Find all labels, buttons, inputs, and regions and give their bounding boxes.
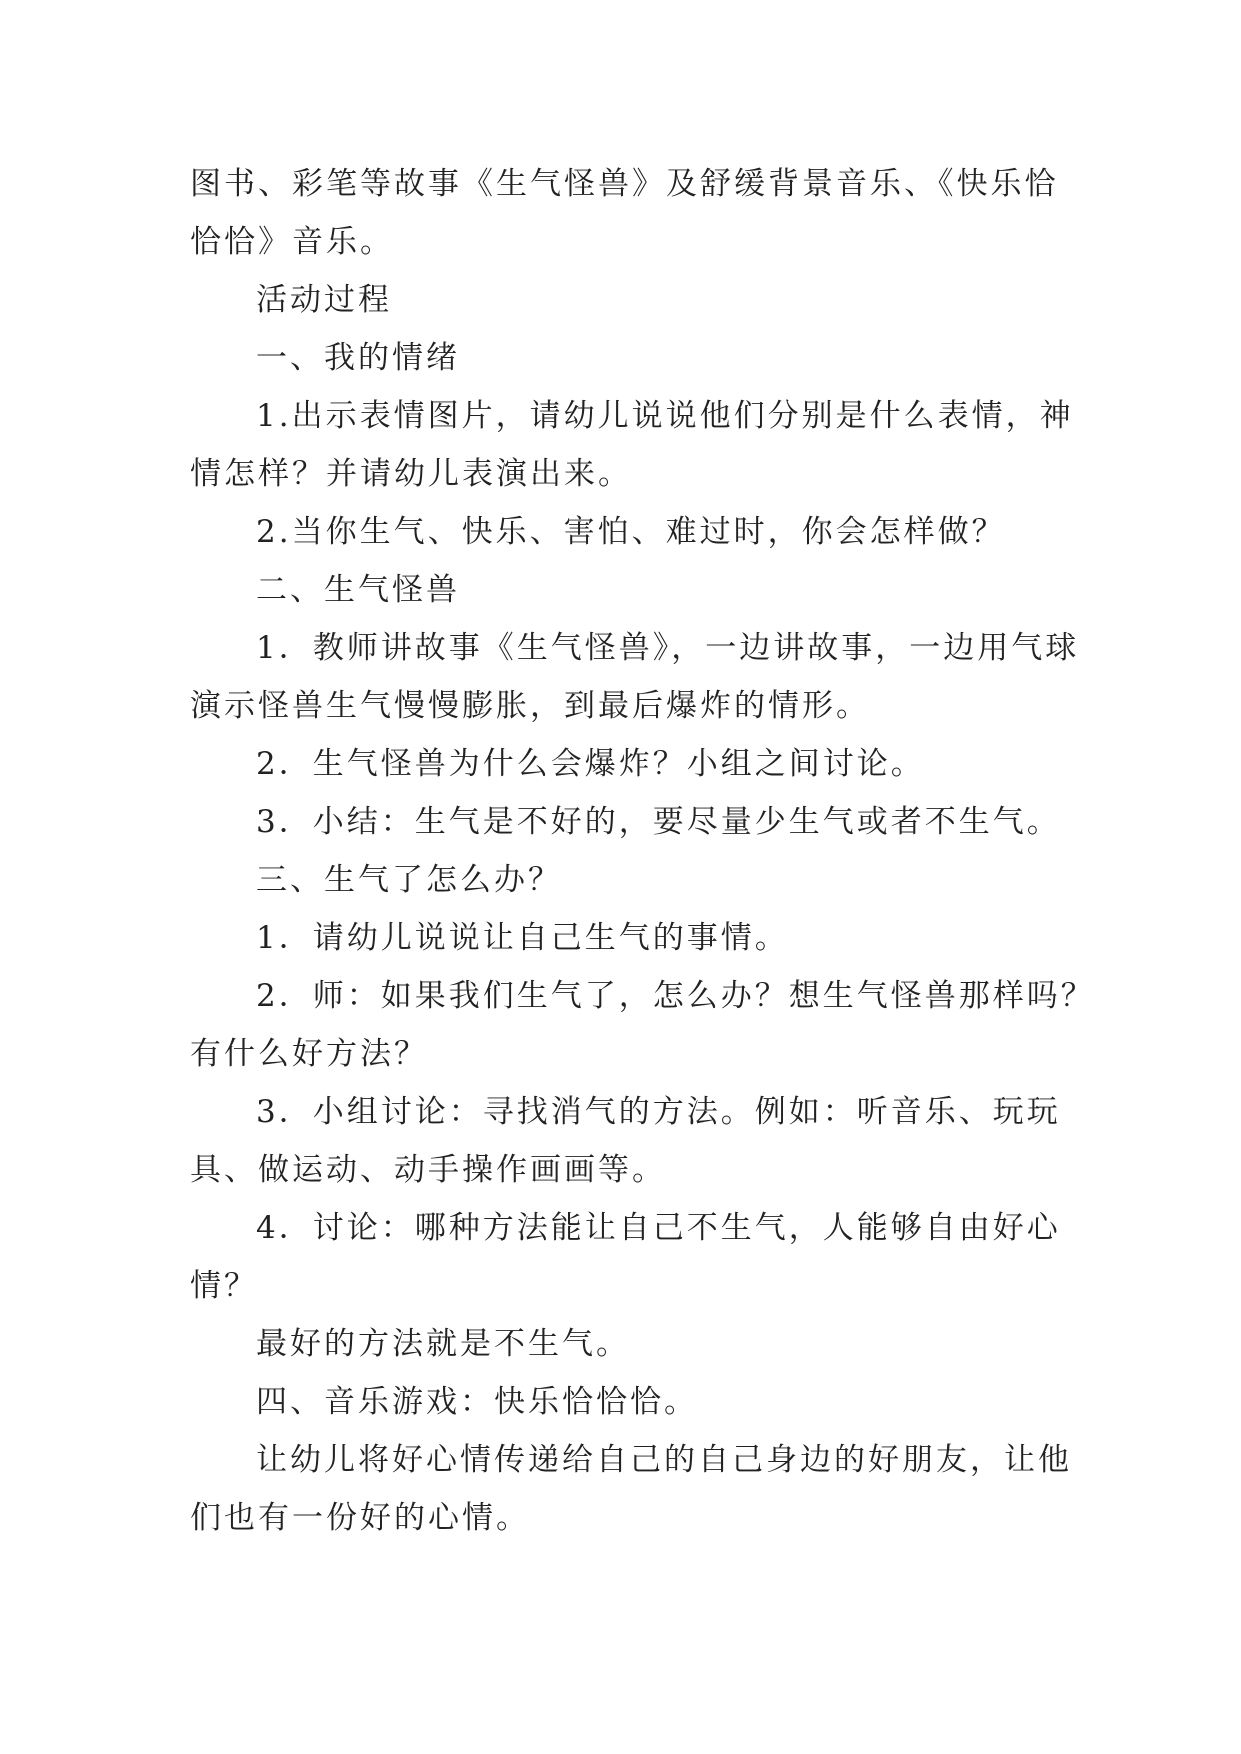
section-heading: 二、生气怪兽 (256, 572, 460, 608)
text-line: 2．师：如果我们生气了，怎么办？想生气怪兽那样吗？ (256, 978, 1095, 1014)
text-line: 演示怪兽生气慢慢膨胀，到最后爆炸的情形。 (190, 688, 870, 724)
text-line: 2.当你生气、快乐、害怕、难过时，你会怎样做？ (256, 514, 1006, 550)
text-line: 3．小结：生气是不好的，要尽量少生气或者不生气。 (256, 804, 1061, 840)
text-line: 2．生气怪兽为什么会爆炸？小组之间讨论。 (256, 746, 925, 782)
text-line: 让幼儿将好心情传递给自己的自己身边的好朋友，让他 (256, 1442, 1072, 1478)
document-page (190, 155, 1095, 1547)
section-heading: 三、生气了怎么办？ (256, 862, 562, 898)
text-line: 3．小组讨论：寻找消气的方法。例如：听音乐、玩玩 (256, 1094, 1061, 1130)
text-line: 们也有一份好的心情。 (190, 1500, 530, 1536)
text-line: 最好的方法就是不生气。 (256, 1326, 630, 1362)
text-line: 情怎样？并请幼儿表演出来。 (190, 456, 632, 492)
text-line: 1．请幼儿说说让自己生气的事情。 (256, 920, 789, 956)
section-heading: 活动过程 (256, 282, 392, 318)
text-line: 情？ (190, 1268, 258, 1304)
text-line: 恰恰》音乐。 (190, 224, 394, 260)
text-line: 1.出示表情图片，请幼儿说说他们分别是什么表情，神 (256, 398, 1074, 434)
text-line: 图书、彩笔等故事《生气怪兽》及舒缓背景音乐、《快乐恰 (190, 166, 1059, 202)
text-line: 具、做运动、动手操作画画等。 (190, 1152, 666, 1188)
text-line: 1．教师讲故事《生气怪兽》，一边讲故事，一边用气球 (256, 630, 1080, 666)
section-heading: 一、我的情绪 (256, 340, 460, 376)
section-heading: 四、音乐游戏：快乐恰恰恰。 (256, 1384, 698, 1420)
text-line: 4．讨论：哪种方法能让自己不生气，人能够自由好心 (256, 1210, 1061, 1246)
text-line: 有什么好方法？ (190, 1036, 428, 1072)
